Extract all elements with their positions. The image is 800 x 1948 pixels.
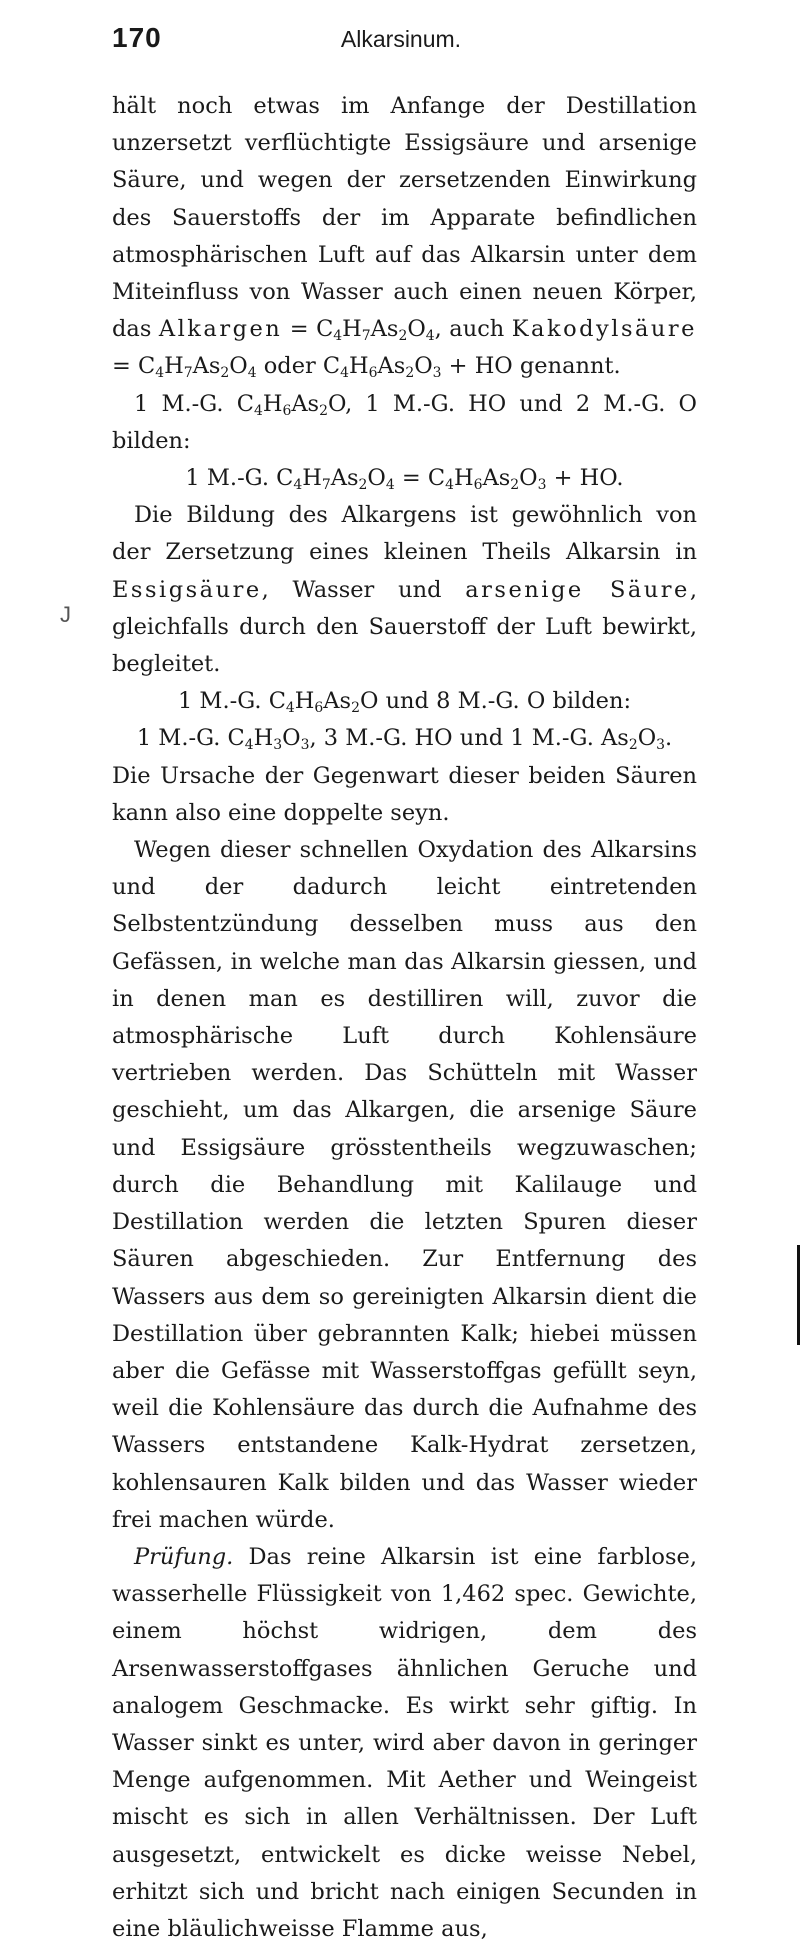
running-head: Alkarsinum. [340,26,462,52]
paragraph: 1 M.-G. $C_4H_6As_2O$ und 8 M.-G. O bilden: [177,688,632,717]
body-text [112,88,697,1948]
paragraph: 1 M.-G. $C_4H_6As_2O$, 1 M.-G. HO und 2 M.-G. O bilden: [112,390,698,454]
page-number: 170 [112,22,162,53]
paragraph: hält noch etwas im Anfange der Destillation unzersetzt verflüchtigte Essigsäure und arsenige Säure, und wegen der zersetzenden Einwirkung des Sauerstoffs der im Apparate befindlichen atmosphärischen Luft auf das Alkarsin unter dem Miteinfluss von Wasser auch einen neuen Körper, das Alkargen = $C_4H_7As_2O_4$, auch Kakodylsäure = $C_4H_7As_2O_4$ oder $C_4H_6As_2O_3$ + HO genannt. [112,93,697,382]
paragraph: Die Ursache der Gegenwart dieser beiden Säuren kann also eine doppelte seyn. [112,762,697,826]
paragraph: 1 M.-G. $C_4H_3O_3$, 3 M.-G. HO und 1 M.-G. $As_2O_3$. [136,725,673,754]
paragraph: 1 M.-G. $C_4H_7As_2O_4 = C_4H_6As_2O_3$ + HO. [185,465,624,494]
page-header [112,22,690,62]
margin-mark: J [60,602,71,627]
paragraph: Prüfung. Das reine Alkarsin ist eine farblose, wasserhelle Flüssigkeit von 1,462 spec. Gewichte, einem höchst widrigen, dem des Arsenwasserstoffgases ähnlichen Geruche und analogem Geschmacke. Es wirkt sehr giftig. In Wasser sinkt es unter, wird aber davon in geringer Menge aufgenommen. Mit Aether und Weingeist mischt es sich in allen Verhältnissen. Der Luft ausgesetzt, entwickelt es dicke weisse Nebel, erhitzt sich und bricht nach einigen Secunden in eine bläulichweisse Flamme aus, [112,1543,697,1942]
paragraph: Die Bildung des Alkargens ist gewöhnlich von der Zersetzung eines kleinen Theils Alkarsin in Essigsäure, Wasser und arsenige Säure, gleichfalls durch den Sauerstoff der Luft bewirkt, begleitet. [112,502,698,678]
paragraph: Wegen dieser schnellen Oxydation des Alkarsins und der dadurch leicht eintretenden Selbstentzündung desselben muss aus den Gefässen, in welche man das Alkarsin giessen, und in denen man es destilliren will, zuvor die atmosphärische Luft durch Kohlensäure vertrieben werden. Das Schütteln mit Wasser geschieht, um das Alkargen, die arsenige Säure und Essigsäure grösstentheils wegzuwaschen; durch die Behandlung mit Kalilauge und Destillation werden die letzten Spuren dieser Säuren abgeschieden. Zur Entfernung des Wassers aus dem so gereinigten Alkarsin dient die Destillation über gebrannten Kalk; hiebei müssen aber die Gefässe mit Wasserstoffgas gefüllt seyn, weil die Kohlensäure das durch die Aufnahme des Wassers entstandene Kalk-Hydrat zersetzen, kohlensauren Kalk bilden und das Wasser wieder frei machen würde. [112,837,697,1533]
